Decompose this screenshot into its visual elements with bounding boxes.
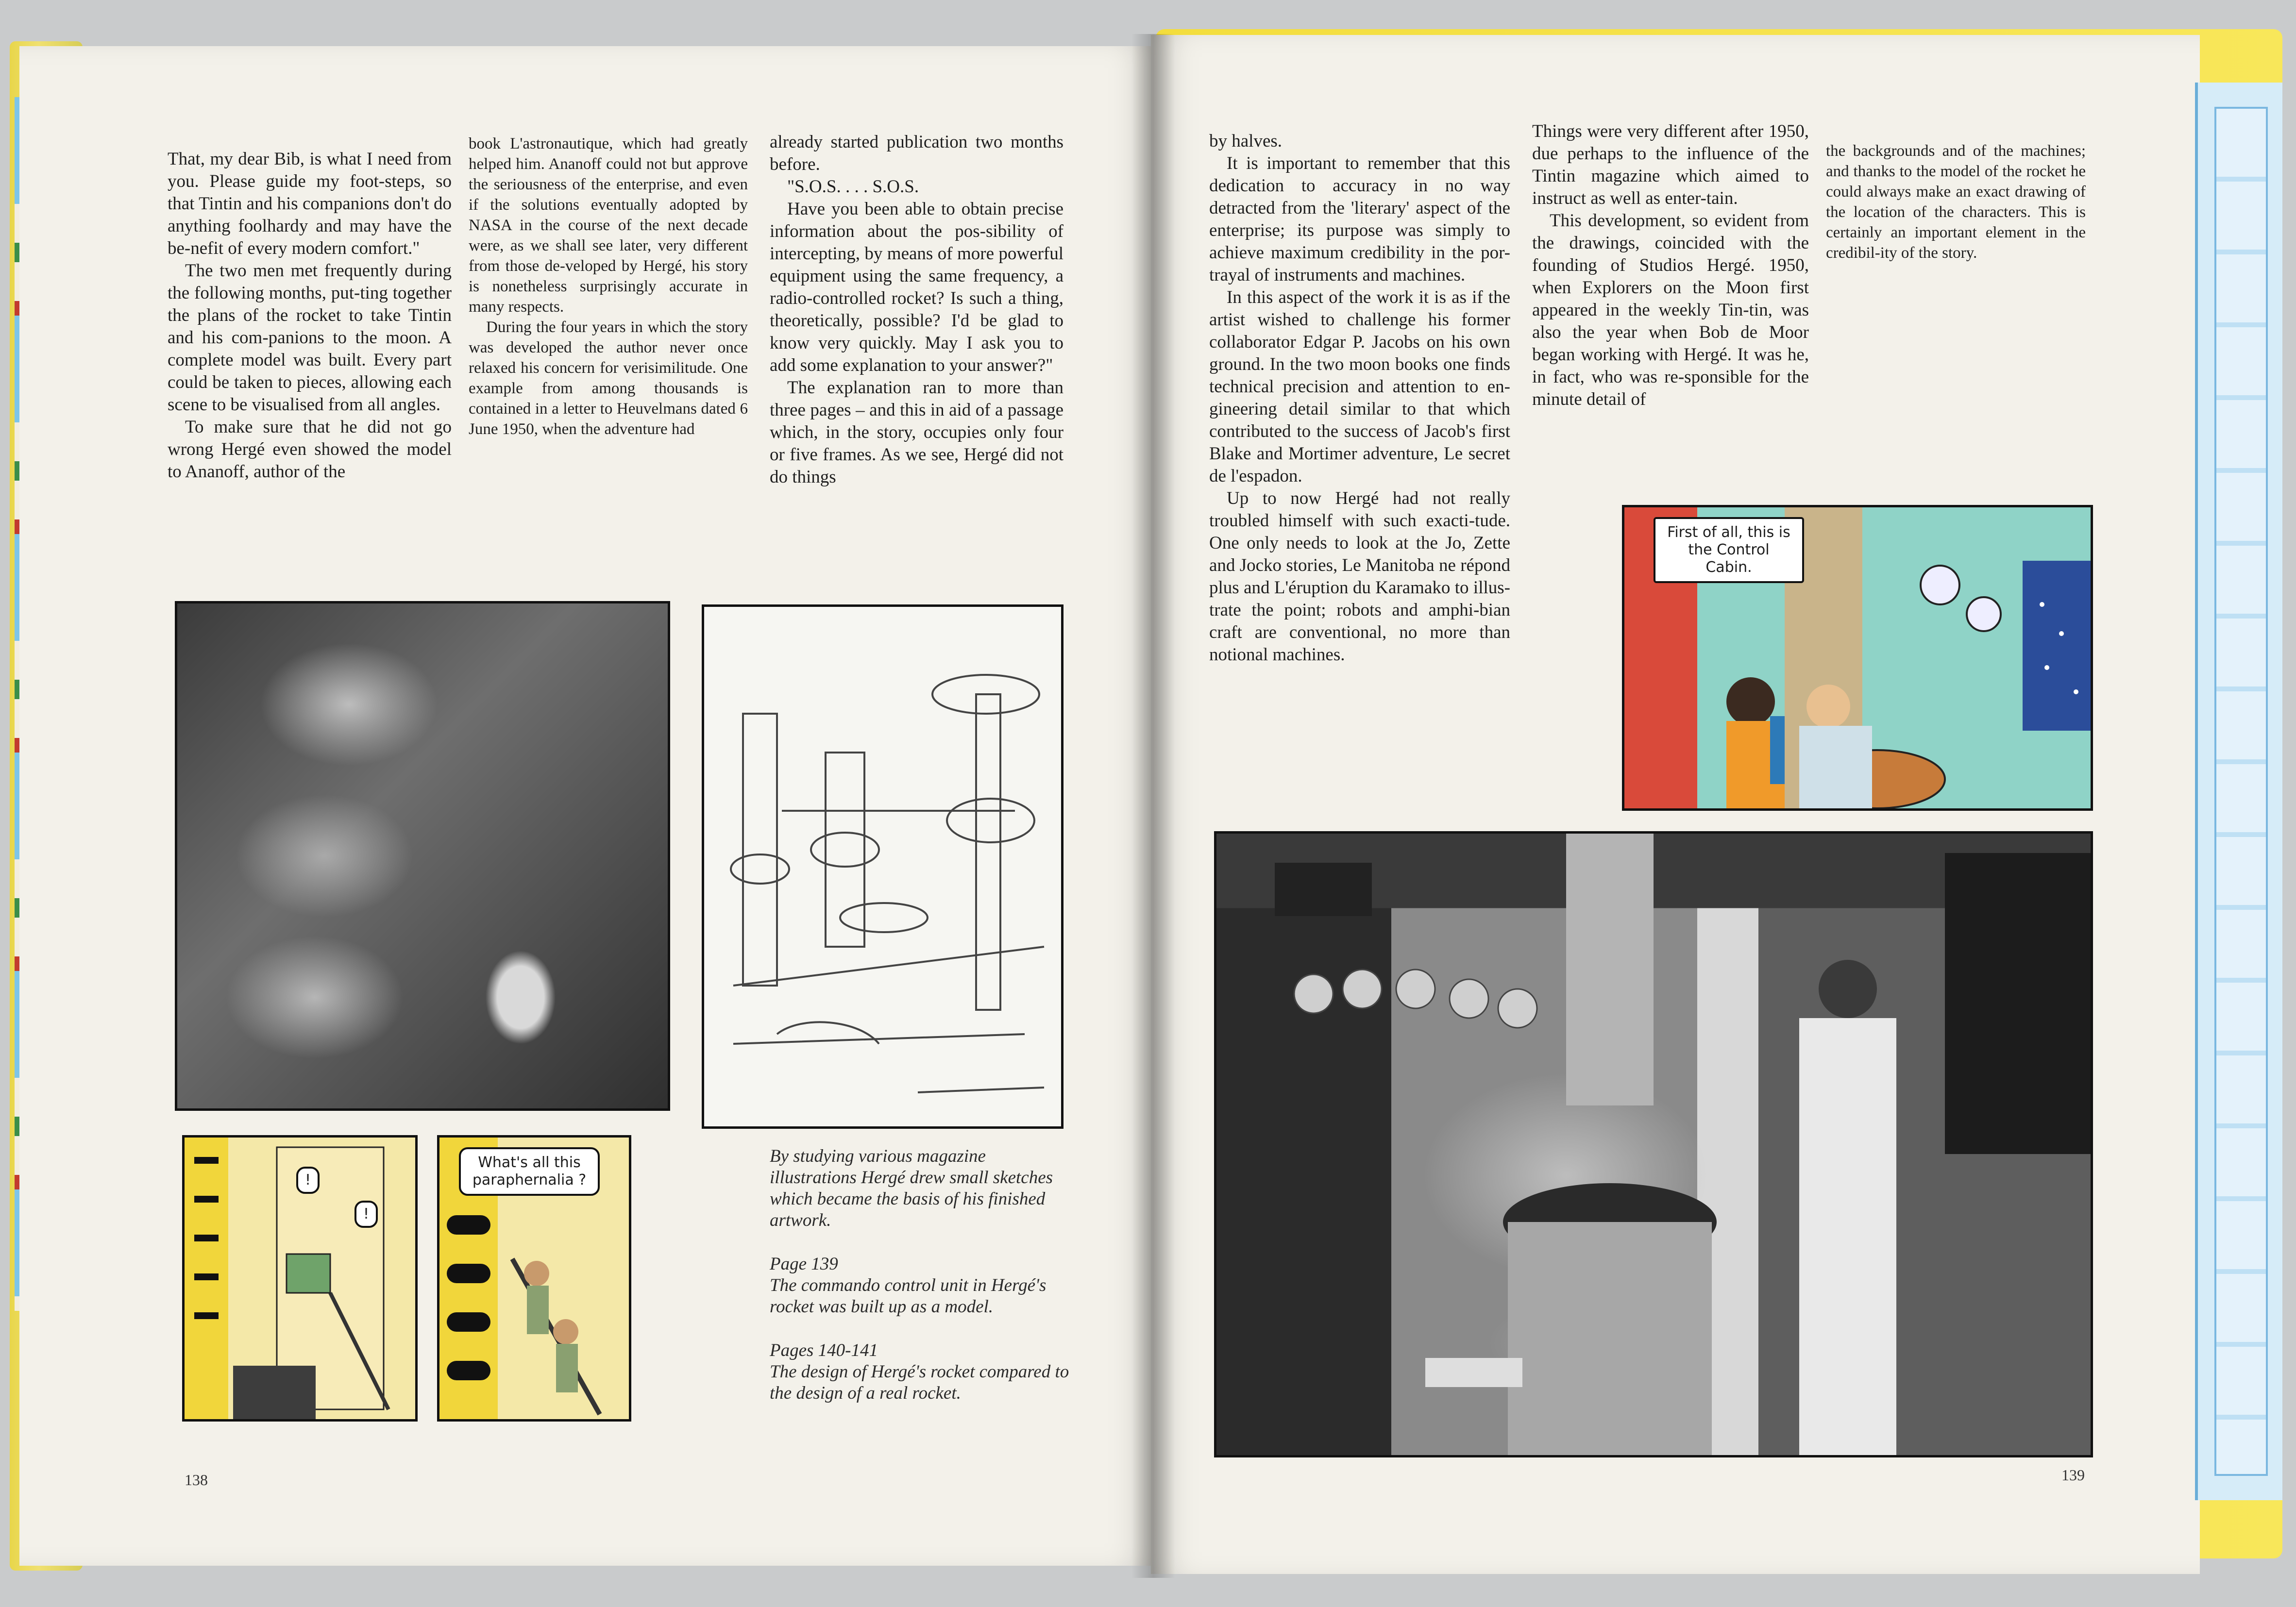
cabin-photo-details xyxy=(1216,834,2091,1455)
comic-exclaim-2: ! xyxy=(355,1201,378,1228)
page-number-left: 138 xyxy=(185,1471,208,1489)
comic-speech-balloon: What's all this paraphernalia ? xyxy=(459,1147,600,1196)
caption-sketches: By studying various magazine illustrations Hergé drew small sketches which became the basis of his finished artwork. xyxy=(770,1146,1053,1230)
book-gutter xyxy=(1131,34,1175,1578)
left-col-3: already started publication two months before. "S.O.S. . . . S.O.S. Have you been able to obtain precise information about the pos-sibility of intercepting, by means of more powerful equipment using the same frequency, a radio-controlled rocket? Is such a thing, theoretically, possible? I'd be glad to know very quickly. May I ask you to add some explanation to your answer?" The explanation ran to more than three pages – and this in aid of a passage which, in the story, occupies only four or five frames. As we see, Hergé did not do things xyxy=(770,132,1064,487)
right-col-1: by halves. It is important to remember that this dedication to accuracy in no way detracted from the 'literary' aspect of the enterprise; its purpose was simply to achieve maximum credibility in the por-trayal of instruments and machines. In this aspect of the work it is as if the artist wished to challenge his former collaborator Edgar P. Jacobs on his own ground. In the two moon books one finds technical precision and attention to en-gineering detail similar to that which contributed to the success of Jacob's first Blake and Mortimer adventure, Le secret de l'espadon. Up to now Hergé had not really troubled himself with such exacti-tude. One only needs to look at the Jo, Zette and Jocko stories, Le Manitoba ne répond plus and L'éruption du Karamako to illus-trate the point; robots and amphi-bian craft are conventional, no more than notional machines. xyxy=(1209,131,1510,665)
caption-page-139: Page 139 The commando control unit in Hergé's rocket was built up as a model. xyxy=(770,1254,1047,1317)
model-photo-image xyxy=(175,601,670,1111)
comic-panel-rocket-interior xyxy=(182,1135,418,1422)
right-col-2: Things were very different after 1950, due perhaps to the influence of the Tintin magazine which aimed to instruct as well as enter-tain. This development, so evident from the drawings, coincided with the founding of Studios Hergé. 1950, when Explorers on the Moon first appeared in the weekly Tin-tin, was also the year when Bob de Moor began working with Hergé. It was he, in fact, who was re-sponsible for the minute detail of xyxy=(1532,121,1809,409)
caption-pages-140-141: Pages 140-141 The design of Hergé's rocket compared to the design of a real rocket. xyxy=(770,1340,1069,1403)
control-cabin-model-photo xyxy=(1214,831,2093,1457)
right-col-3: the backgrounds and of the machines; and thanks to the model of the rocket he could always make an exact drawing of the location of the characters. This is certainly an important element in the credibil-ity of the story. xyxy=(1826,142,2086,262)
sketch-drawing xyxy=(704,607,1061,1126)
comic-cabin-balloon: First of all, this is the Control Cabin. xyxy=(1654,517,1804,583)
cover-right-blue-artwork xyxy=(2214,107,2268,1476)
comic-exclaim-1: ! xyxy=(296,1167,320,1194)
left-col-1: That, my dear Bib, is what I need from you. Please guide my foot-steps, so that Tintin and his companions don't do anything foolhardy and may have the be-nefit of every modern comfort." The two men met frequently during the following months, put-ting together the plans of the rocket to take Tintin and his com-panions to the moon. A complete model was built. Every part could be taken to pieces, allowing each scene to be visualised from all angles. To make sure that he did not go wrong Hergé even showed the model to Ananoff, author of the xyxy=(168,149,452,482)
captions-block xyxy=(770,1146,1071,1426)
page-number-right: 139 xyxy=(2061,1466,2085,1484)
left-col-2: book L'astronautique, which had greatly helped him. Ananoff could not but approve the seriousness of the enterprise, and even if the solutions eventually adopted by NASA in the course of the next decade were, as we shall see later, very different from those de-veloped by Hergé, his story is nonetheless surprisingly accurate in many respects. During the four years in which the story was developed the author never once relaxed his concern for verisimilitude. One example from among thousands is contained in a letter to Heuvelmans dated 6 June 1950, when the adventure had xyxy=(469,135,748,438)
rocket-sketch-image xyxy=(702,604,1064,1129)
comic-panel-control-cabin xyxy=(1622,505,2093,811)
comic-panel-paraphernalia xyxy=(437,1135,631,1422)
